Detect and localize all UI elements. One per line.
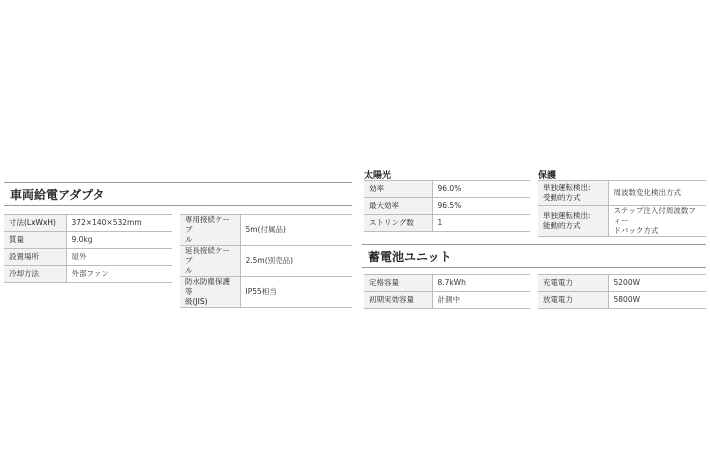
spec-value: 96.5% bbox=[432, 198, 530, 215]
spec-label: ストリング数 bbox=[364, 215, 432, 232]
spec-label: 効率 bbox=[364, 181, 432, 198]
spec-value: 372×140×532mm bbox=[66, 215, 172, 232]
spec-label: 寸法(LxWxH) bbox=[4, 215, 66, 232]
spec-row bbox=[538, 206, 706, 237]
spec-label: 初期実効容量 bbox=[364, 292, 432, 309]
spec-row bbox=[4, 249, 172, 266]
spec-label: 設置場所 bbox=[4, 249, 66, 266]
spec-value: IP55相当 bbox=[240, 277, 352, 308]
spec-value: 9.0kg bbox=[66, 232, 172, 249]
spec-row bbox=[180, 215, 352, 246]
spec-label: 専用接続ケーブ ル bbox=[180, 215, 240, 246]
protection-spec-table bbox=[538, 180, 706, 237]
adapter-spec-table-right bbox=[180, 214, 352, 308]
battery-title: 蓄電池ユニット bbox=[362, 244, 706, 268]
spec-row bbox=[180, 246, 352, 277]
spec-value: 屋外 bbox=[66, 249, 172, 266]
spec-value: 周波数変化検出方式 bbox=[608, 181, 706, 206]
spec-label: 放電電力 bbox=[538, 292, 608, 309]
spec-row bbox=[364, 215, 530, 232]
spec-value: 計測中 bbox=[432, 292, 530, 309]
battery-spec-table-left bbox=[364, 274, 530, 309]
solar-title: 太陽光 bbox=[364, 171, 392, 181]
spec-label: 質量 bbox=[4, 232, 66, 249]
adapter-title: 車両給電アダプタ bbox=[4, 182, 352, 206]
spec-row bbox=[538, 275, 706, 292]
spec-row bbox=[538, 292, 706, 309]
battery-spec-table-right bbox=[538, 274, 706, 309]
spec-value: 96.0% bbox=[432, 181, 530, 198]
spec-row bbox=[364, 181, 530, 198]
spec-row bbox=[180, 277, 352, 308]
spec-row bbox=[4, 215, 172, 232]
spec-row bbox=[364, 292, 530, 309]
spec-row bbox=[538, 181, 706, 206]
spec-value: ステップ注入付周波数フィー ドバック方式 bbox=[608, 206, 706, 237]
spec-value: 1 bbox=[432, 215, 530, 232]
spec-value: 2.5m(別売品) bbox=[240, 246, 352, 277]
spec-row bbox=[364, 198, 530, 215]
protection-title: 保護 bbox=[538, 171, 557, 181]
spec-value: 5200W bbox=[608, 275, 706, 292]
spec-row bbox=[4, 232, 172, 249]
spec-row bbox=[4, 266, 172, 283]
spec-value: 5m(付属品) bbox=[240, 215, 352, 246]
spec-value: 8.7kWh bbox=[432, 275, 530, 292]
spec-label: 定格容量 bbox=[364, 275, 432, 292]
spec-label: 冷却方法 bbox=[4, 266, 66, 283]
spec-value: 5800W bbox=[608, 292, 706, 309]
spec-label: 防水防塵保護等 級(JIS) bbox=[180, 277, 240, 308]
solar-spec-table bbox=[364, 180, 530, 232]
spec-label: 充電電力 bbox=[538, 275, 608, 292]
spec-label: 単独運転検出: 受動的方式 bbox=[538, 181, 608, 206]
spec-label: 延長接続ケーブ ル bbox=[180, 246, 240, 277]
adapter-spec-table-left bbox=[4, 214, 172, 283]
spec-label: 最大効率 bbox=[364, 198, 432, 215]
spec-value: 外部ファン bbox=[66, 266, 172, 283]
spec-row bbox=[364, 275, 530, 292]
spec-label: 単独運転検出: 能動的方式 bbox=[538, 206, 608, 237]
